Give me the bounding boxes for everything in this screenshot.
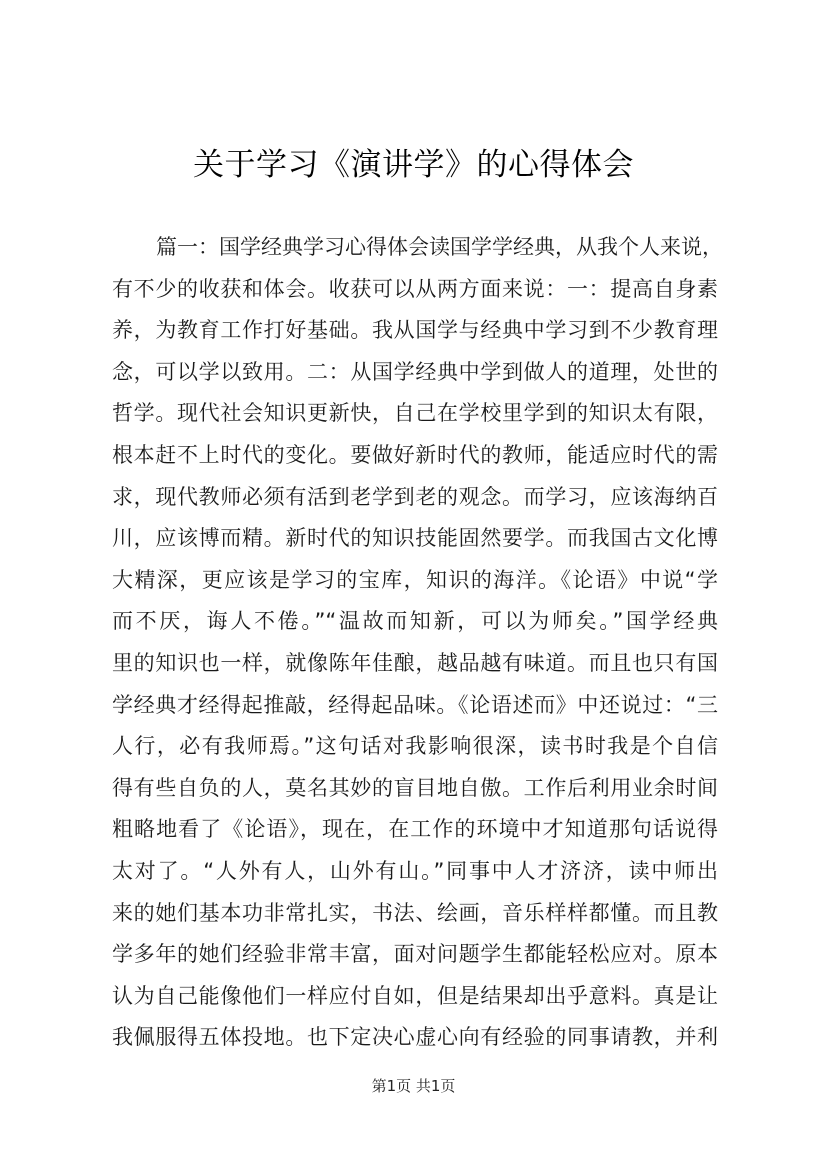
paragraph-line: 得有些自负的人，莫名其妙的盲目地自傲。工作后利用业余时间 [112,775,718,800]
paragraph-line: 哲学。现代社会知识更新快，自己在学校里学到的知识太有限， [112,401,718,426]
paragraph-line: 人行，必有我师焉。”这句话对我影响很深，读书时我是个自信 [112,734,718,759]
paragraph-line: 求，现代教师必须有活到老学到老的观念。而学习，应该海纳百 [112,484,718,509]
paragraph-line: 粗略地看了《论语》，现在，在工作的环境中才知道那句话说得 [112,817,718,842]
paragraph-line: 里的知识也一样，就像陈年佳酿，越品越有味道。而且也只有国 [112,650,718,675]
paragraph-line: 有不少的收获和体会。收获可以从两方面来说：一：提高自身素 [112,276,718,301]
paragraph-line: 川，应该博而精。新时代的知识技能固然要学。而我国古文化博 [112,526,718,551]
paragraph-line: 养，为教育工作打好基础。我从国学与经典中学习到不少教育理 [112,318,718,343]
paragraph-line: 大精深，更应该是学习的宝库，知识的海洋。《论语》中说“学 [112,567,718,592]
page-footer: 第1页 共1页 [371,1077,456,1095]
paragraph-line: 认为自己能像他们一样应付自如，但是结果却出乎意料。真是让 [112,983,718,1008]
paragraph-line: 学经典才经得起推敲，经得起品味。《论语述而》中还说过：“三 [112,692,718,717]
paragraph-line: 而不厌，诲人不倦。”“温故而知新，可以为师矣。”国学经典 [112,609,718,634]
paragraph-line: 来的她们基本功非常扎实，书法、绘画，音乐样样都懂。而且教 [112,900,718,925]
paragraph-line: 学多年的她们经验非常丰富，面对问题学生都能轻松应对。原本 [112,942,718,967]
document-body [112,227,723,1059]
paragraph-line: 我佩服得五体投地。也下定决心虚心向有经验的同事请教，并利 [112,1025,718,1050]
paragraph-line: 篇一：国学经典学习心得体会读国学学经典，从我个人来说， [156,235,723,259]
paragraph-line: 太对了。“人外有人，山外有山。”同事中人才济济，读中师出 [112,858,718,883]
paragraph-line: 念，可以学以致用。二：从国学经典中学到做人的道理，处世的 [112,359,718,384]
paragraph-line: 根本赶不上时代的变化。要做好新时代的教师，能适应时代的需 [112,442,718,467]
document-title: 关于学习《演讲学》的心得体会 [193,147,634,183]
